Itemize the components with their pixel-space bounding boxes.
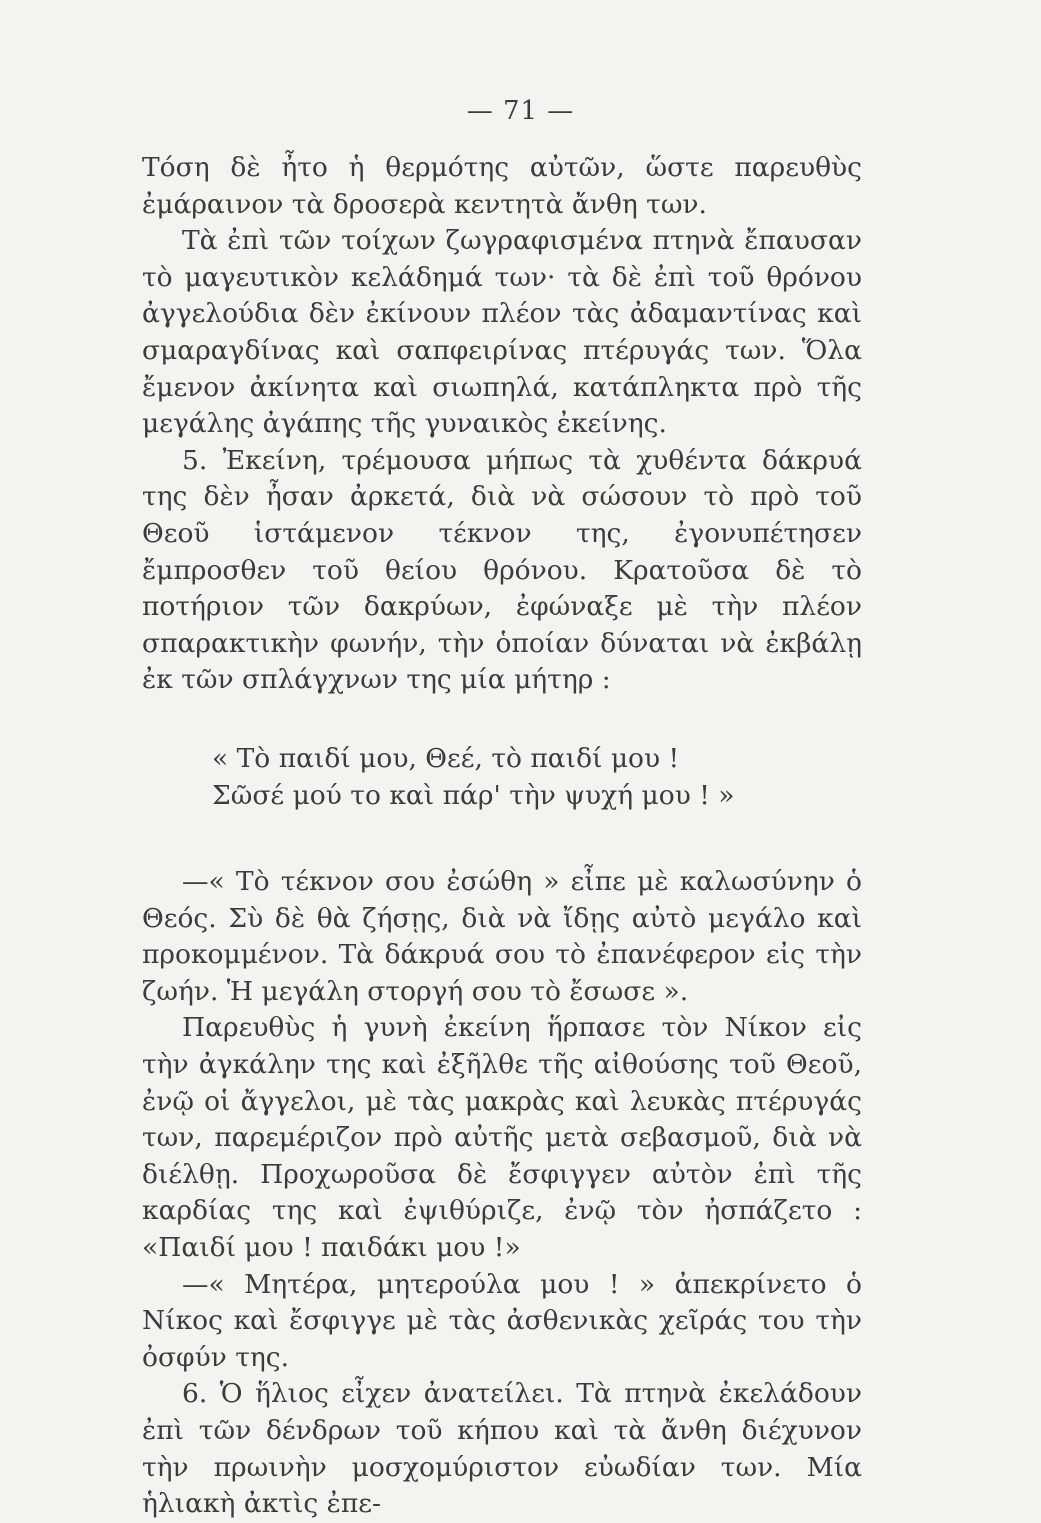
paragraph-2: Τὰ ἐπὶ τῶν τοίχων ζωγραφισμένα πτηνὰ ἔπαυσαν τὸ μαγευτικὸν κελάδημά των· τὰ δὲ ἐπὶ τοῦ θρόνου ἀγγελούδια δὲν ἐκίνουν πλέον τὰς ἀδαμαντίνας καὶ σμαραγδίνας καὶ σαπφειρίνας πτέρυγάς των. Ὅλα ἔμενον ἀκίνητα καὶ σιωπηλά, κατάπληκτα πρὸ τῆς μεγάλης ἀγάπης τῆς γυναικὸς ἐκείνης.	[142, 225, 862, 440]
body-text	[142, 150, 862, 1523]
paragraph-7: 6. Ὁ ἥλιος εἶχεν ἀνατείλει. Τὰ πτηνὰ ἐκελάδουν ἐπὶ τῶν δένδρων τοῦ κήπου καὶ τὰ ἄνθη διέχυνον τὴν πρωινὴν μοσχομύριστον εὐωδίαν των. Μία ἡλιακὴ ἀκτὶς ἐπε-	[142, 1378, 862, 1520]
paragraph-5: Παρευθὺς ἡ γυνὴ ἐκείνη ἥρπασε τὸν Νίκον εἰς τὴν ἀγκάλην της καὶ ἐξῆλθε τῆς αἰθούσης τοῦ Θεοῦ, ἐνῷ οἱ ἄγγελοι, μὲ τὰς μακρὰς καὶ λευκὰς πτέρυγάς των, παρεμέριζον πρὸ αὐτῆς μετὰ σεβασμοῦ, διὰ νὰ διέλθῃ. Προχωροῦσα δὲ ἔσφιγγεν αὐτὸν ἐπὶ τῆς καρδίας της καὶ ἐψιθύριζε, ἐνῷ τὸν ἠσπάζετο : «Παιδί μου ! παιδάκι μου !»	[142, 1012, 862, 1264]
verse-stanza	[142, 741, 862, 814]
page-number: — 71 —	[466, 96, 575, 126]
paragraph-3: 5. Ἐκείνη, τρέμουσα μήπως τὰ χυθέντα δάκρυά της δὲν ἦσαν ἀρκετά, διὰ νὰ σώσουν τὸ πρὸ τοῦ Θεοῦ ἱστάμενον τέκνον της, ἐγονυπέτησεν ἔμπροσθεν τοῦ θείου θρόνου. Κρατοῦσα δὲ τὸ ποτήριον τῶν δακρύων, ἐφώναξε μὲ τὴν πλέον σπαρακτικὴν φωνήν, τὴν ὁποίαν δύναται νὰ ἐκβάλῃ ἐκ τῶν σπλάγχνων της μία μήτηρ :	[142, 444, 862, 696]
paragraph-6: —« Μητέρα, μητερούλα μου ! » ἀπεκρίνετο ὁ Νίκος καὶ ἔσφιγγε μὲ τὰς ἀσθενικὰς χεῖράς του τὴν ὀσφύν της.	[142, 1268, 862, 1373]
paragraph-4: —« Τὸ τέκνον σου ἐσώθη » εἶπε μὲ καλωσύνην ὁ Θεός. Σὺ δὲ θὰ ζήσῃς, διὰ νὰ ἴδῃς αὐτὸ μεγάλο καὶ προκομμένον. Τὰ δάκρυά σου τὸ ἐπανέφερον εἰς τὴν ζωήν. Ἡ μεγάλη στοργή σου τὸ ἔσωσε ».	[142, 866, 862, 1007]
verse-line-2: Σῶσέ μού το καὶ πάρ' τὴν ψυχή μου ! »	[212, 779, 735, 811]
verse-line-1: « Τὸ παιδί μου, Θεέ, τὸ παιδί μου !	[212, 742, 680, 774]
paragraph-1: Τόση δὲ ἦτο ἡ θερμότης αὐτῶν, ὥστε παρευθὺς ἐμάραινον τὰ δροσερὰ κεντητὰ ἄνθη των.	[142, 152, 862, 220]
